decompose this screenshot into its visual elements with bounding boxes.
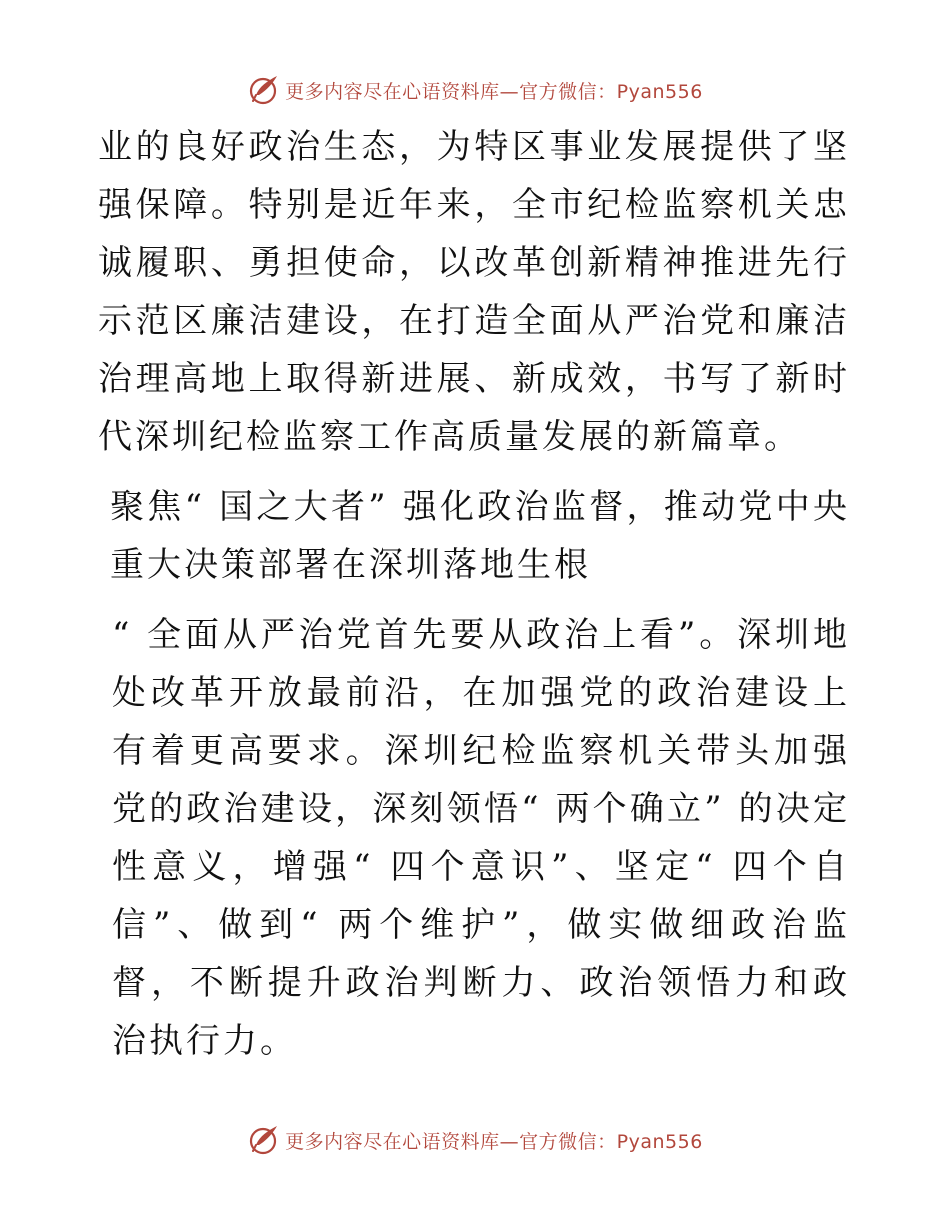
paragraph: 业的良好政治生态，为特区事业发展提供了坚强保障。特别是近年来，全市纪检监察机关忠诚履职、勇担使命，以改革创新精神推进先行示范区廉洁建设，在打造全面从严治党和廉洁治理高地上取得新进展、新成效，书写了新时代深圳纪检监察工作高质量发展的新篇章。 <box>98 127 850 457</box>
paragraph: “ 全面从严治党首先要从政治上看”。深圳地处改革开放最前沿，在加强党的政治建设上有着更高要求。深圳纪检监察机关带头加强党的政治建设，深刻领悟“ 两个确立” 的决定性意义，增强“ 四个意识”、坚定“ 四个自信”、做到“ 两个维护”，做实做细政治监督，不断提升政治判断力、政治领悟力和政治执行力。 <box>112 615 850 1061</box>
section-heading: 聚焦“ 国之大者” 强化政治监督，推动党中央重大决策部署在深圳落地生根 <box>110 487 850 585</box>
quill-pen-circle-icon <box>247 1123 281 1157</box>
document-body <box>98 118 850 1070</box>
quill-pen-circle-icon <box>247 73 281 107</box>
watermark-banner-bottom <box>0 1120 950 1160</box>
watermark-banner-top <box>0 70 950 110</box>
watermark-text: 更多内容尽在心语资料库—官方微信：Pyan556 <box>285 1130 703 1153</box>
watermark-text: 更多内容尽在心语资料库—官方微信：Pyan556 <box>285 80 703 103</box>
